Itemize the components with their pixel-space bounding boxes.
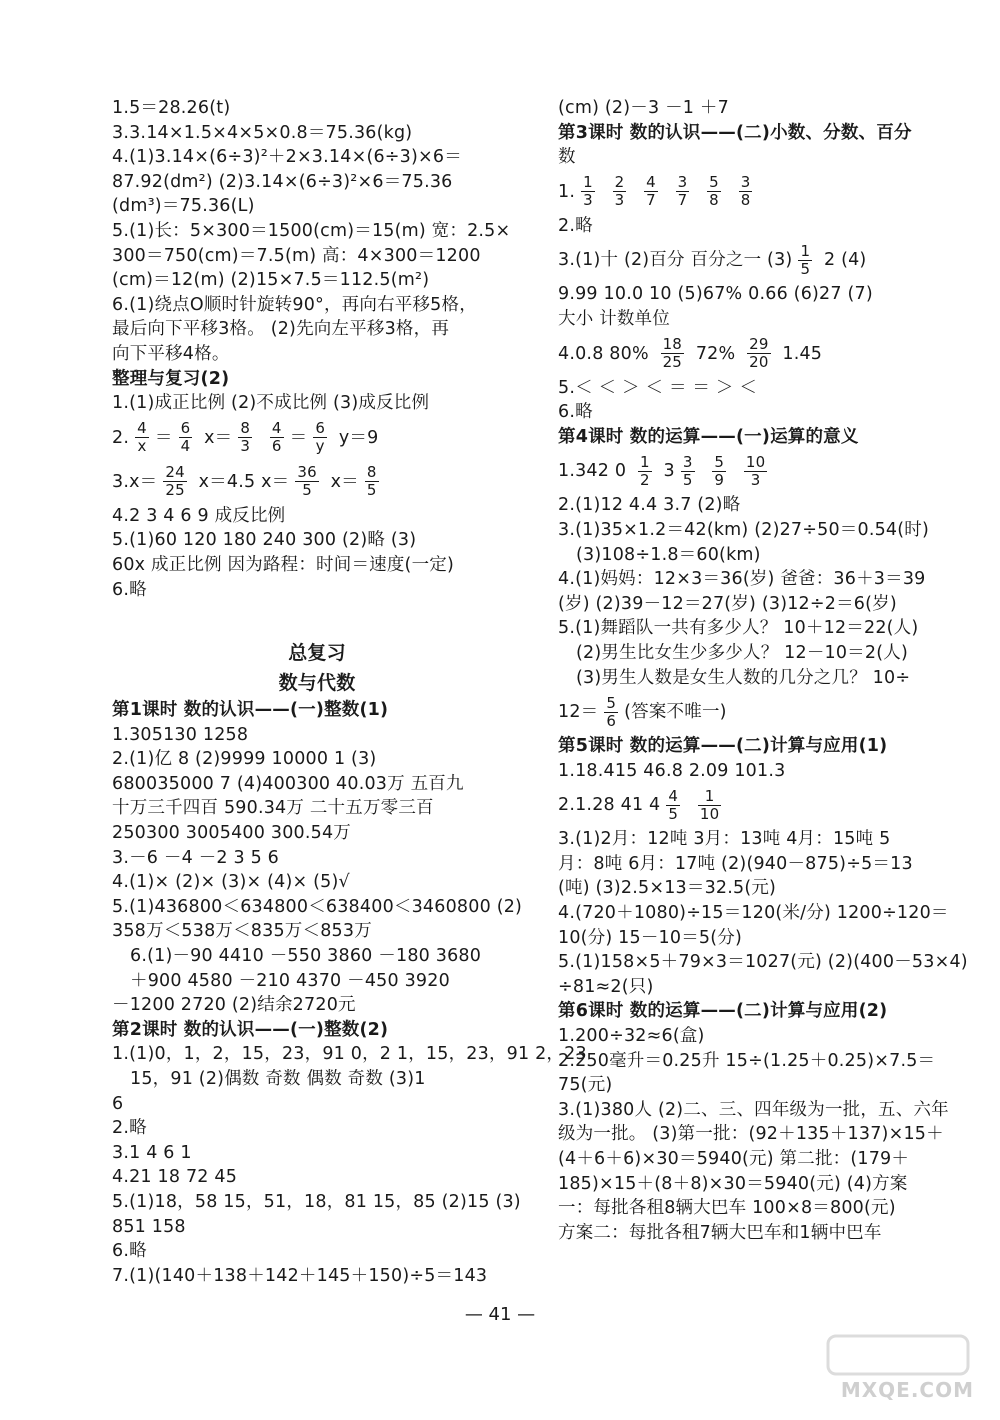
answer-text: 1.(1)成正比例 (2)不成比例 (3)成反比例 [112, 393, 430, 414]
answer-line [112, 553, 522, 578]
answer-line [112, 219, 522, 244]
answer-line [558, 238, 970, 282]
answer-text [695, 182, 701, 202]
answer-text: 185)×15＋(8＋8)×30＝5940(元) (4)方案 [558, 1173, 908, 1194]
fraction-numerator: 5 [714, 452, 725, 471]
fraction [163, 464, 187, 499]
fraction-numerator: 3 [677, 173, 688, 192]
answer-text: 2. [112, 427, 130, 448]
answer-line [112, 194, 522, 219]
answer-text: 2.1.28 41 4 [558, 795, 661, 816]
answer-line [112, 96, 522, 121]
answer-text: ＝ [289, 427, 308, 448]
answer-text: 2.略 [558, 215, 593, 236]
answer-line [558, 666, 970, 691]
fraction [681, 454, 695, 489]
fraction-numerator: 6 [315, 419, 326, 438]
answer-line [558, 214, 970, 239]
fraction [638, 454, 652, 489]
answer-line [558, 641, 970, 666]
fraction-numerator: 1 [583, 173, 593, 192]
fraction-numerator: 8 [366, 463, 377, 482]
answer-text: x＝ [198, 427, 233, 448]
fraction [698, 788, 722, 823]
answer-text: 最后向下平移3格。 (2)先向左平移3格，再 [112, 319, 450, 340]
answer-text: ÷81≈2(只) [558, 976, 654, 997]
answer-line [112, 944, 522, 969]
answer-text: 250300 3005400 300.54万 [112, 823, 352, 844]
fraction [739, 174, 753, 209]
fraction-numerator: 18 [662, 335, 683, 354]
answer-text: (4＋6＋6)×30＝5940(元) 第二批：(179＋ [558, 1149, 910, 1169]
answer-line [112, 895, 522, 920]
answer-text: 4.(1)× (2)× (3)× (4)× (5)√ [112, 872, 350, 893]
answer-text: 3.(1)35×1.2＝42(km) (2)27÷50＝0.54(时) [558, 519, 930, 540]
answer-line [112, 723, 522, 748]
watermark-text: MXQE.COM [840, 1378, 974, 1402]
answer-text: 2 (4) [818, 250, 867, 271]
answer-text: (岁) (2)39－12＝27(岁) (3)12÷2＝6(岁) [558, 593, 897, 614]
answer-line [558, 1196, 970, 1221]
answer-text: (3)男生人数是女生人数的几分之几？ 10÷ [576, 667, 911, 688]
answer-line [112, 1067, 522, 1092]
fraction-numerator: 6 [180, 419, 191, 438]
answer-text: 十万三千四百 590.34万 二十五万零三百 [112, 798, 434, 819]
answer-line [112, 528, 522, 553]
answer-text: 5.(1)436800＜634800＜638400＜3460800 (2) [112, 896, 523, 917]
fraction-numerator: 5 [606, 693, 617, 712]
fraction [666, 788, 680, 823]
answer-text [701, 461, 707, 481]
fraction-denominator: x [137, 437, 147, 456]
answer-line [112, 870, 522, 895]
answer-text: 总复习 [288, 642, 346, 665]
answer-line [112, 170, 522, 195]
fraction [581, 174, 595, 209]
answer-line [112, 747, 522, 772]
answer-text: 851 158 [112, 1216, 186, 1237]
answer-text: 5.＜ ＜ ＞ ＜ ＝ ＝ ＞ ＜ [558, 377, 758, 398]
answer-text: 6.略 [558, 402, 593, 423]
answer-line [112, 969, 522, 994]
answer-text: 第3课时 数的认识——(二)小数、分数、百分 [558, 122, 912, 143]
answer-line [112, 1042, 587, 1067]
answer-line [558, 975, 970, 1000]
section-heading [112, 367, 522, 392]
answer-line [112, 1141, 522, 1166]
answer-text: 12＝ [558, 702, 599, 723]
answer-line [558, 567, 970, 592]
answer-text [664, 182, 670, 202]
answer-text: 4.(720＋1080)÷15＝120(米/分) 1200÷120＝ [558, 903, 949, 924]
answer-line [112, 1264, 522, 1289]
section-heading [558, 425, 970, 450]
answer-line [558, 1172, 970, 1197]
answer-line [112, 145, 522, 170]
answer-line [112, 1116, 522, 1141]
section-heading [112, 638, 522, 668]
fraction-denominator: 20 [749, 353, 769, 372]
fraction-numerator: 29 [749, 335, 769, 354]
answer-text: 第4课时 数的运算——(一)运算的意义 [558, 426, 859, 447]
fraction-numerator: 3 [740, 173, 751, 192]
fraction-denominator: 3 [240, 437, 251, 456]
answer-line [558, 926, 970, 951]
fraction-numerator: 1 [639, 452, 650, 471]
answer-line [112, 1215, 522, 1240]
fraction [707, 174, 721, 209]
answer-line [112, 416, 522, 460]
answer-text: 1.342 0 [558, 461, 632, 482]
answer-text: x＝4.5 x＝ [192, 471, 290, 492]
answer-line [112, 919, 522, 944]
answer-text [727, 182, 733, 202]
section-heading [558, 121, 970, 146]
answer-line [558, 759, 970, 784]
answer-line [558, 1122, 970, 1147]
answer-text: 方案二：每批各租7辆大巴车和1辆中巴车 [558, 1222, 882, 1243]
answer-text: 2.(1)亿 8 (2)9999 10000 1 (3) [112, 749, 377, 770]
answer-text [686, 795, 692, 815]
fraction-numerator: 4 [668, 786, 679, 805]
answer-line [558, 518, 970, 543]
answer-text: 3.－6 －4 －2 3 5 6 [112, 847, 280, 868]
answer-line [112, 504, 522, 529]
answer-text [732, 461, 738, 481]
answer-text [601, 182, 607, 202]
fraction-numerator: 5 [709, 173, 719, 192]
fraction-denominator: 2 [639, 470, 650, 489]
answer-text: 1.(1)0，1，2，15，23，91 0，2 1，15，23，91 2，23 [112, 1044, 587, 1065]
answer-text: (cm) (2)－3 －1 ＋7 [558, 98, 729, 118]
answer-text: 60x 成正比例 因为路程：时间＝速度(一定) [112, 554, 455, 575]
answer-text: 4.21 18 72 45 [112, 1167, 238, 1188]
fraction [313, 420, 327, 455]
answer-text: 1.18.415 46.8 2.09 101.3 [558, 760, 786, 781]
answer-text: 第1课时 数的认识——(一)整数(1) [112, 700, 389, 721]
answer-line [112, 846, 522, 871]
fraction [747, 336, 771, 371]
spacer [112, 602, 522, 638]
answer-text: ＋900 4580 －210 4370 －450 3920 [130, 970, 450, 991]
answer-line [112, 342, 522, 367]
answer-text: 9.99 10.0 10 (5)67% 0.66 (6)27 (7) [558, 284, 873, 305]
answer-text: ＝ [154, 427, 173, 448]
answer-line [112, 821, 522, 846]
page-number: — 41 — [464, 1304, 536, 1325]
answer-text: 3.(1)380人 (2)二、三、四年级为一批，五、六年 [558, 1099, 949, 1120]
fraction-denominator: 6 [271, 437, 282, 456]
fraction-numerator: 36 [297, 463, 317, 482]
fraction [798, 243, 812, 278]
answer-line [112, 460, 522, 504]
section-heading [112, 1018, 522, 1043]
answer-text: 72% [690, 343, 742, 364]
answer-line [558, 449, 970, 493]
answer-text: 1.200÷32≈6(盒) [558, 1026, 705, 1047]
answer-text: 1.45 [776, 343, 823, 364]
answer-text: 6.(1)－90 4410 －550 3860 －180 3680 [130, 946, 482, 967]
fraction-numerator: 4 [646, 173, 656, 192]
answer-line [558, 901, 970, 926]
answer-text: 向下平移4格。 [112, 343, 230, 364]
answer-line [112, 268, 522, 293]
fraction-numerator: 10 [745, 452, 766, 471]
answer-line [558, 1221, 970, 1246]
answer-text: 第5课时 数的运算——(二)计算与应用(1) [558, 736, 888, 757]
fraction [135, 420, 149, 455]
answer-text: 2.(1)12 4.4 3.7 (2)略 [558, 495, 741, 516]
answer-text: (dm³)＝75.36(L) [112, 196, 255, 217]
answer-text: 15，91 (2)偶数 奇数 偶数 奇数 (3)1 [130, 1069, 426, 1089]
answer-text: 3.(1)十 (2)百分 百分之一 (3) [558, 250, 793, 271]
answer-text: 1. [558, 181, 576, 202]
answer-line [112, 293, 522, 318]
answer-text: －1200 2720 (2)结余2720元 [112, 995, 356, 1016]
answer-text: y＝9 [333, 427, 379, 448]
fraction-denominator: 5 [366, 481, 377, 500]
answer-text: x＝ [324, 471, 359, 492]
fraction-numerator: 1 [698, 788, 722, 806]
answer-line [558, 145, 970, 170]
answer-text: 数与代数 [278, 672, 356, 695]
answer-line [558, 170, 970, 214]
answer-text: 7.(1)(140＋138＋142＋145＋150)÷5＝143 [112, 1265, 488, 1286]
fraction [712, 454, 726, 489]
answer-line [558, 1098, 970, 1123]
answer-text: 第2课时 数的认识——(一)整数(2) [112, 1019, 389, 1040]
answer-text: (答案不唯一) [624, 702, 727, 723]
answer-text: 4.(1)妈妈：12×3＝36(岁) 爸爸：36＋3＝39 [558, 569, 926, 590]
answer-line [558, 282, 970, 307]
answer-text: 一：每批各租8辆大巴车 100×8＝800(元) [558, 1198, 896, 1219]
fraction [744, 454, 768, 489]
fraction-numerator: 3 [682, 452, 693, 471]
answer-text: 4.(1)3.14×(6÷3)²＋2×3.14×(6÷3)×6＝ [112, 147, 462, 168]
answer-text: 3 [657, 461, 675, 482]
section-heading [558, 734, 970, 759]
section-heading [558, 999, 970, 1024]
answer-line [558, 1147, 970, 1172]
fraction-denominator: 4 [180, 437, 191, 456]
fraction-denominator: 5 [668, 804, 679, 823]
fraction [676, 174, 690, 209]
answer-text: 3.3.14×1.5×4×5×0.8＝75.36(kg) [112, 122, 413, 143]
answer-text: (cm)＝12(m) (2)15×7.5＝112.5(m²) [112, 270, 430, 291]
fraction-denominator: y [315, 437, 325, 456]
fraction-numerator: 4 [271, 419, 282, 438]
answer-line [558, 543, 970, 568]
fraction-denominator: 9 [714, 470, 725, 489]
answer-text: 月：8吨 6月：17吨 (2)(940－875)÷5＝13 [558, 853, 913, 874]
answer-text: 6.略 [112, 579, 147, 600]
answer-line [112, 1190, 522, 1215]
fraction-denominator: 7 [677, 191, 688, 210]
answer-text: 358万＜538万＜835万＜853万 [112, 921, 372, 942]
answer-text: 5.(1)18，58 15，51，18，81 15，85 (2)15 (3) [112, 1191, 521, 1212]
answer-text: 3.(1)2月：12吨 3月：13吨 4月：15吨 5 [558, 829, 891, 850]
answer-text: (3)108÷1.8＝60(km) [576, 544, 761, 565]
fraction-denominator: 25 [165, 481, 185, 500]
answer-line [558, 876, 970, 901]
section-heading [112, 668, 522, 698]
answer-text: 3.1 4 6 1 [112, 1142, 192, 1163]
answer-line [558, 783, 970, 827]
fraction-denominator: 7 [646, 191, 656, 210]
answer-text: 87.92(dm²) (2)3.14×(6÷3)²×6＝75.36 [112, 171, 453, 192]
answer-line [558, 1073, 970, 1098]
answer-text: 5.(1)158×5＋79×3＝1027(元) (2)(400－53×4) [558, 952, 968, 973]
section-heading [112, 698, 522, 723]
answer-text: 数 [558, 147, 576, 168]
right-column [558, 96, 970, 1245]
answer-text: 680035000 7 (4)400300 40.03万 五百九 [112, 773, 464, 794]
answer-text: 5.(1)60 120 180 240 300 (2)略 (3) [112, 530, 417, 551]
answer-text: 5.(1)长：5×300＝1500(cm)＝15(m) 宽：2.5× [112, 220, 511, 241]
fraction [179, 420, 193, 455]
answer-text: 75(元) [558, 1075, 613, 1096]
answer-line [112, 121, 522, 146]
answer-text: 3.x＝ [112, 471, 158, 492]
answer-line [112, 1092, 522, 1117]
answer-text: 4.2 3 4 6 9 成反比例 [112, 505, 286, 526]
fraction-denominator: 10 [699, 804, 720, 823]
answer-line [112, 796, 522, 821]
answer-text [258, 428, 264, 448]
answer-line [558, 307, 970, 332]
answer-text: (吨) (3)2.5×13＝32.5(元) [558, 878, 777, 899]
answer-line [558, 1024, 970, 1049]
answer-text: 2.250毫升＝0.25升 15÷(1.25＋0.25)×7.5＝ [558, 1050, 936, 1071]
answer-line [558, 1049, 970, 1074]
fraction-denominator: 3 [750, 470, 761, 489]
fraction-denominator: 5 [302, 481, 312, 500]
answer-text: 5.(1)舞蹈队一共有多少人？ 10＋12＝22(人) [558, 618, 919, 639]
answer-text: 2.略 [112, 1118, 147, 1139]
answer-line [558, 690, 970, 734]
answer-line [112, 391, 522, 416]
answer-text: 大小 计数单位 [558, 308, 670, 329]
fraction-numerator: 2 [614, 173, 625, 192]
answer-line [112, 993, 522, 1018]
answer-line [558, 852, 970, 877]
answer-line [558, 376, 970, 401]
answer-text: 6 [112, 1093, 124, 1114]
watermark-logo [788, 1332, 978, 1402]
fraction-denominator: 6 [606, 711, 617, 730]
fraction-numerator: 24 [165, 463, 185, 482]
answer-text: 1.5＝28.26(t) [112, 98, 231, 118]
answer-line [558, 332, 970, 376]
answer-line [112, 772, 522, 797]
answer-line [558, 493, 970, 518]
fraction [295, 464, 319, 499]
answer-text: 6.(1)绕点O顺时针旋转90°，再向右平移5格， [112, 294, 477, 315]
fraction-denominator: 3 [583, 191, 593, 210]
fraction-denominator: 8 [709, 191, 719, 210]
answer-line [558, 96, 970, 121]
fraction-numerator: 1 [800, 241, 811, 260]
fraction [365, 464, 379, 499]
answer-text: 1.305130 1258 [112, 724, 249, 745]
fraction-denominator: 8 [740, 191, 751, 210]
answer-line [558, 827, 970, 852]
fraction [613, 174, 627, 209]
answer-text: (2)男生比女生少多少人？ 12－10＝2(人) [576, 642, 908, 663]
answer-text [632, 182, 638, 202]
answer-line [112, 578, 522, 603]
fraction-numerator: 4 [137, 419, 147, 438]
answer-text: 4.0.8 80% [558, 343, 655, 364]
answer-text: 10(分) 15－10＝5(分) [558, 927, 743, 948]
fraction [644, 174, 658, 209]
fraction [238, 420, 252, 455]
answer-line [558, 616, 970, 641]
answer-text: 第6课时 数的运算——(二)计算与应用(2) [558, 1001, 888, 1022]
answer-text: 整理与复习(2) [112, 368, 230, 389]
fraction-denominator: 5 [682, 470, 693, 489]
fraction-numerator: 8 [240, 419, 251, 438]
fraction-denominator: 3 [614, 191, 625, 210]
answer-line [112, 1165, 522, 1190]
answer-line [112, 244, 522, 269]
fraction [270, 420, 284, 455]
fraction-denominator: 25 [662, 353, 683, 372]
answer-text: 6.略 [112, 1241, 147, 1262]
answer-line [112, 1239, 522, 1264]
answer-text: 300＝750(cm)＝7.5(m) 高：4×300＝1200 [112, 245, 481, 266]
answer-line [558, 400, 970, 425]
fraction [604, 695, 618, 730]
answer-line [558, 950, 970, 975]
fraction [661, 336, 685, 371]
answer-text: 级为一批。 (3)第一批：(92＋135＋137)×15＋ [558, 1124, 944, 1145]
answer-line [558, 592, 970, 617]
fraction-denominator: 5 [800, 259, 811, 278]
answer-line [112, 317, 522, 342]
